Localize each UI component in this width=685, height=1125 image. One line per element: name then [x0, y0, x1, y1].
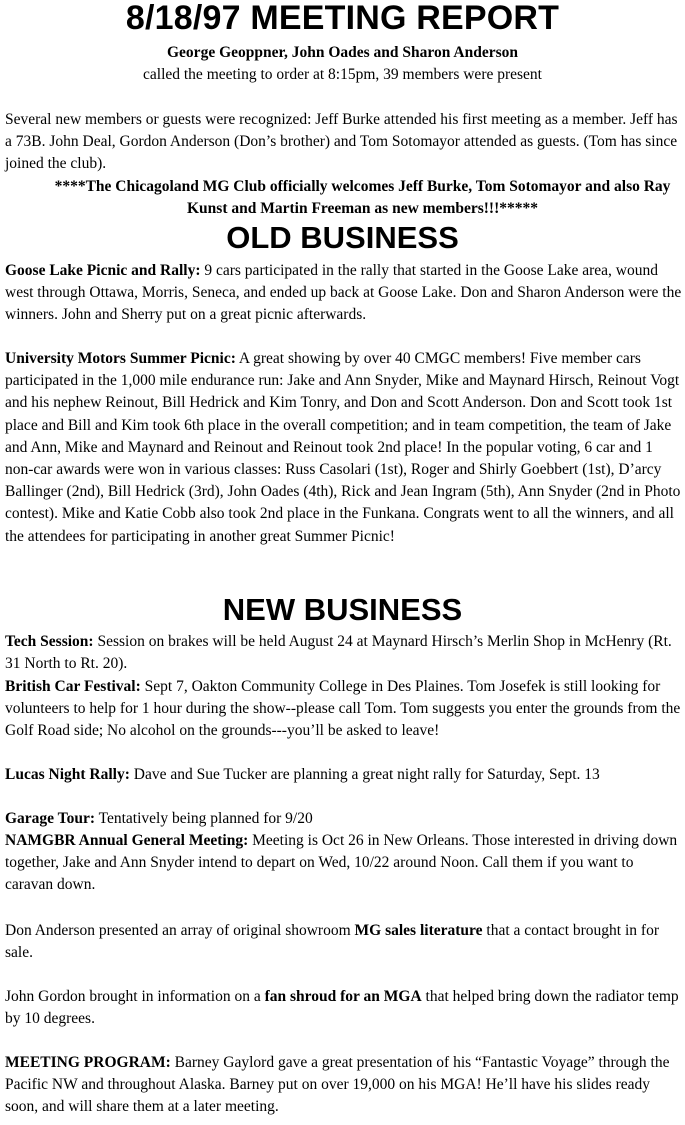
call-to-order-line: called the meeting to order at 8:15pm, 39 members were present: [143, 66, 542, 83]
report-title: 8/18/97 MEETING REPORT: [125, 0, 560, 37]
item-text: A great showing by over 40 CMGC members! Five member cars participated in the 1,000 mile endurance run: Jake and Ann Snyder, Mike and Maynard Hirsch, Reinout Vogt and his nephew Reinout, Bill Hedrick and Kim Tonry, and Don and Scott Anderson. Don and Scott took 1st place and Bill and Kim took 6th place in the overall competition; and in team competition, the team of Jake and Ann, Mike and Maynard and Reinout and Reinout took 2nd place! In the popular voting, 6 car and 1 non-car awards were won in various classes: Russ Casolari (1st), Roger and Shirly Goebbert (1st), D’arcy Ballinger (2nd), Bill Hedrick (3rd), John Oades (4th), Rick and Jean Ingram (5th), Ann Snyder (2nd in Photo contest). Mike and Katie Cobb also took 2nd place in the Funkana. Congrats went to all the winners, and all the attendees for participating in another great Summer Picnic!: [5, 350, 681, 545]
intro-paragraph: Several new members or guests were recognized: Jeff Burke attended his first meeting as a member. Jeff has a 73B. John Deal, Gordon Anderson (Don’s brother) and Tom Sotomayor attended as guests. (Tom has since joined the club).: [5, 111, 678, 173]
note-text: that helped bring down the radiator temp by 10 degrees.: [5, 988, 679, 1028]
note-paragraph: [5, 986, 685, 1030]
note-highlight: MEETING PROGRAM:: [5, 1054, 171, 1071]
new-business-item: [5, 830, 685, 897]
new-business-item: [5, 808, 685, 830]
meeting-program-paragraph: [5, 1052, 685, 1119]
new-business-item: [5, 631, 685, 675]
note-text: Barney Gaylord gave a great presentation of his “Fantastic Voyage” through the Pacific NW and throughout Alaska. Barney put on over 19,000 on his MGA! He’ll have his slides ready soon, and will share them at a later meeting.: [5, 1054, 670, 1116]
item-label: NAMGBR Annual General Meeting:: [5, 832, 249, 849]
note-paragraph: [5, 920, 685, 964]
item-text: Dave and Sue Tucker are planning a great night rally for Saturday, Sept. 13: [129, 766, 600, 783]
new-business-item: [5, 676, 685, 743]
old-business-item: [5, 260, 685, 327]
item-label: British Car Festival:: [5, 678, 141, 695]
item-label: Tech Session:: [5, 633, 94, 650]
officers-line: George Geoppner, John Oades and Sharon Anderson: [167, 44, 518, 61]
item-label: Lucas Night Rally:: [5, 766, 130, 783]
item-text: Sept 7, Oakton Community College in Des Plaines. Tom Josefek is still looking for volunteers to help for 1 hour during the show--please call Tom. Tom suggests you enter the grounds from the Golf Road side; No alcohol on the grounds---you’ll be asked to leave!: [5, 678, 681, 740]
new-business-item: [5, 764, 685, 786]
note-text: that a contact brought in for sale.: [5, 922, 659, 962]
item-text: Tentatively being planned for 9/20: [95, 810, 313, 827]
item-text: Meeting is Oct 26 in New Orleans. Those interested in driving down together, Jake and Ann Snyder intend to depart on Wed, 10/22 around Noon. Call them if you want to caravan down.: [5, 832, 678, 894]
item-label: University Motors Summer Picnic:: [5, 350, 236, 367]
item-label: Garage Tour:: [5, 810, 95, 827]
note-text: Don Anderson presented an array of original showroom: [5, 922, 355, 939]
item-label: Goose Lake Picnic and Rally:: [5, 262, 201, 279]
old-business-heading: OLD BUSINESS: [226, 220, 459, 255]
old-business-item: [5, 348, 685, 548]
note-highlight: MG sales literature: [354, 922, 483, 939]
note-text: John Gordon brought in information on a: [5, 988, 265, 1005]
welcome-announcement: ****The Chicagoland MG Club officially welcomes Jeff Burke, Tom Sotomayor and also Ray Kunst and Martin Freeman as new members!!!*****: [54, 178, 671, 218]
new-business-heading: NEW BUSINESS: [222, 592, 463, 627]
note-highlight: fan shroud for an MGA: [264, 988, 422, 1005]
item-text: 9 cars participated in the rally that started in the Goose Lake area, wound west through Ottawa, Morris, Seneca, and ended up back at Goose Lake. Don and Sharon Anderson were the winners. John and Sherry put on a great picnic afterwards.: [5, 262, 682, 324]
item-text: Session on brakes will be held August 24 at Maynard Hirsch’s Merlin Shop in McHenry (Rt. 31 North to Rt. 20).: [5, 633, 672, 673]
